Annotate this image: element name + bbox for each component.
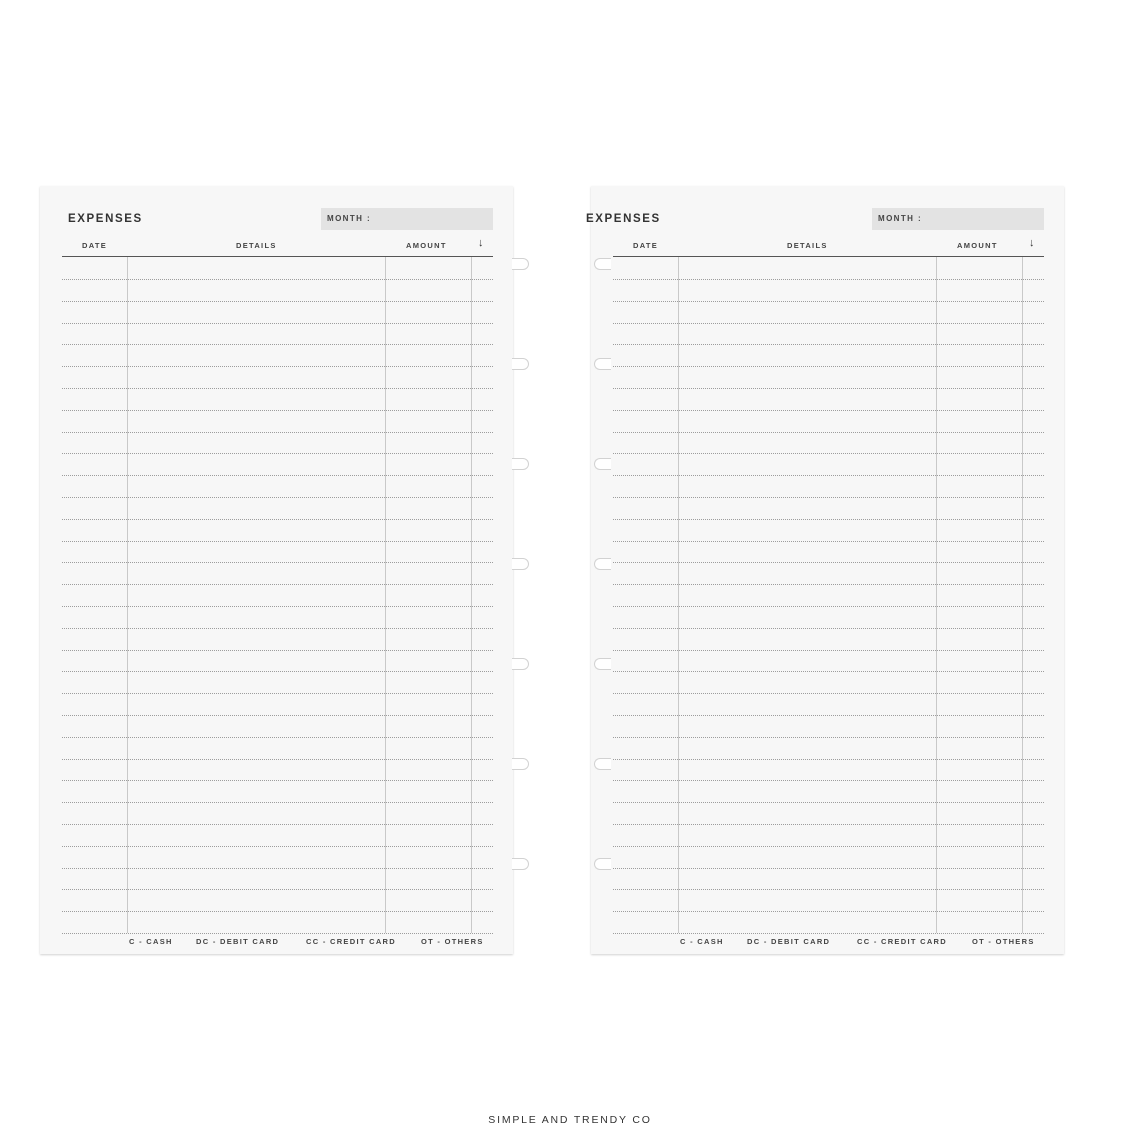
- date-column-header: DATE: [82, 241, 108, 250]
- amount-column-divider: [1022, 257, 1023, 933]
- page-title: EXPENSES: [586, 213, 661, 225]
- legend-others: OT - OTHERS: [421, 937, 484, 946]
- amount-column-divider: [471, 257, 472, 933]
- ring-slot: [594, 658, 611, 670]
- row-line: [613, 933, 1044, 934]
- month-field[interactable]: [872, 208, 1044, 230]
- ring-slot: [512, 258, 529, 270]
- date-column-header: DATE: [633, 241, 659, 250]
- ring-slot: [594, 758, 611, 770]
- planner-page-right: [586, 186, 1064, 954]
- ring-slot: [512, 858, 529, 870]
- legend-cash: C - CASH: [129, 937, 173, 946]
- row-line: [62, 933, 493, 934]
- legend-others: OT - OTHERS: [972, 937, 1035, 946]
- legend-debit-card: DC - DEBIT CARD: [747, 937, 831, 946]
- ring-slot: [594, 358, 611, 370]
- legend-cash: C - CASH: [680, 937, 724, 946]
- brand-name: SIMPLE AND TRENDY CO: [488, 1114, 652, 1126]
- ring-slot: [512, 358, 529, 370]
- ring-slot: [512, 658, 529, 670]
- month-label: MONTH :: [327, 214, 372, 223]
- details-column-header: DETAILS: [236, 241, 277, 250]
- down-arrow-icon: ↓: [478, 237, 484, 249]
- down-arrow-icon: ↓: [1029, 237, 1035, 249]
- ring-slot: [512, 458, 529, 470]
- amount-column-header: AMOUNT: [957, 241, 998, 250]
- planner-page-left: [40, 186, 513, 954]
- legend-debit-card: DC - DEBIT CARD: [196, 937, 280, 946]
- legend-credit-card: CC - CREDIT CARD: [857, 937, 947, 946]
- page-title: EXPENSES: [68, 213, 143, 225]
- details-column-divider: [936, 257, 937, 933]
- amount-column-header: AMOUNT: [406, 241, 447, 250]
- ring-slot: [594, 858, 611, 870]
- date-column-divider: [127, 257, 128, 933]
- month-field[interactable]: [321, 208, 493, 230]
- ring-slot: [512, 558, 529, 570]
- details-column-divider: [385, 257, 386, 933]
- ring-slot: [594, 458, 611, 470]
- ring-slot: [594, 258, 611, 270]
- legend-credit-card: CC - CREDIT CARD: [306, 937, 396, 946]
- details-column-header: DETAILS: [787, 241, 828, 250]
- date-column-divider: [678, 257, 679, 933]
- ring-slot: [594, 558, 611, 570]
- ring-slot: [512, 758, 529, 770]
- month-label: MONTH :: [878, 214, 923, 223]
